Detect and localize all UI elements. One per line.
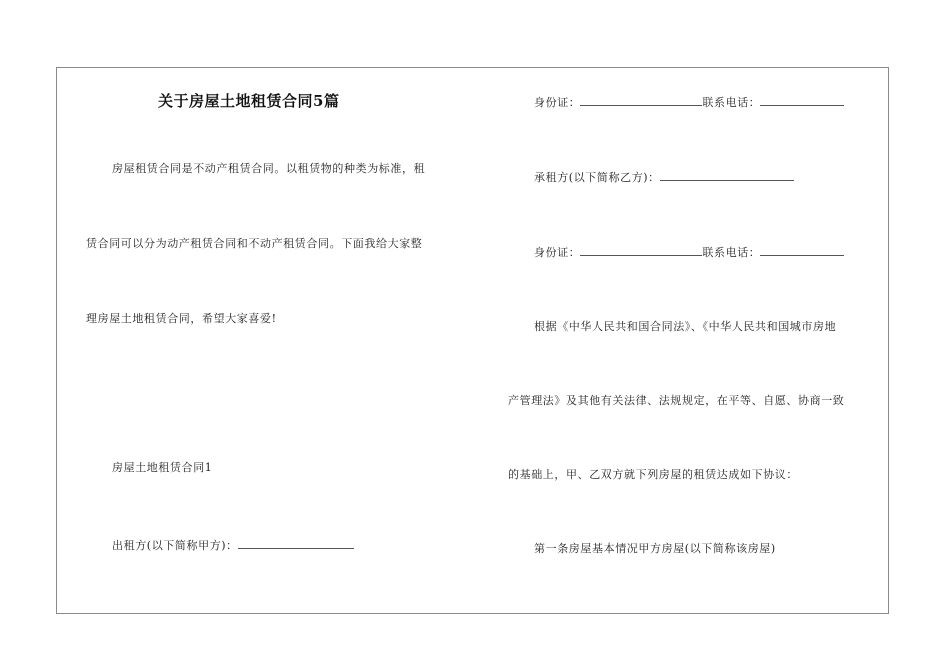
page-border [56,67,889,614]
article-1-line: 第一条房屋基本情况甲方房屋(以下简称该房屋) [534,542,776,555]
basis-line-3: 的基础上，甲、乙双方就下列房屋的租赁达成如下协议： [508,468,798,481]
id-label-2: 身份证： [534,246,581,259]
basis-line-1: 根据《中华人民共和国合同法》、《中华人民共和国城市房地 [534,320,837,333]
id-phone-line-2 [534,244,844,260]
document-title: 关于房屋土地租赁合同5篇 [158,92,340,110]
lessor-blank [238,537,354,549]
intro-line-1: 房屋租赁合同是不动产租赁合同。以租赁物的种类为标准，租 [112,162,426,175]
id-label-1: 身份证： [534,96,581,109]
lessee-blank [660,169,794,181]
intro-line-3: 理房屋土地租赁合同，希望大家喜爱! [86,312,277,325]
id-blank-2 [580,244,702,256]
phone-blank-2 [760,244,844,256]
lessee-label: 承租方(以下简称乙方)： [534,171,660,184]
intro-line-2: 赁合同可以分为动产租赁合同和不动产租赁合同。下面我给大家整 [86,237,423,250]
contract-heading: 房屋土地租赁合同1 [112,461,213,474]
basis-line-2: 产管理法》及其他有关法律、法规规定，在平等、自愿、协商一致 [508,394,845,407]
phone-label-1: 联系电话： [702,96,761,109]
id-phone-line-1 [534,94,844,110]
lessor-line [112,537,354,553]
phone-label-2: 联系电话： [702,246,761,259]
id-blank-1 [580,94,702,106]
phone-blank-1 [760,94,844,106]
lessee-line [534,169,794,185]
lessor-label: 出租方(以下简称甲方)： [112,539,238,552]
